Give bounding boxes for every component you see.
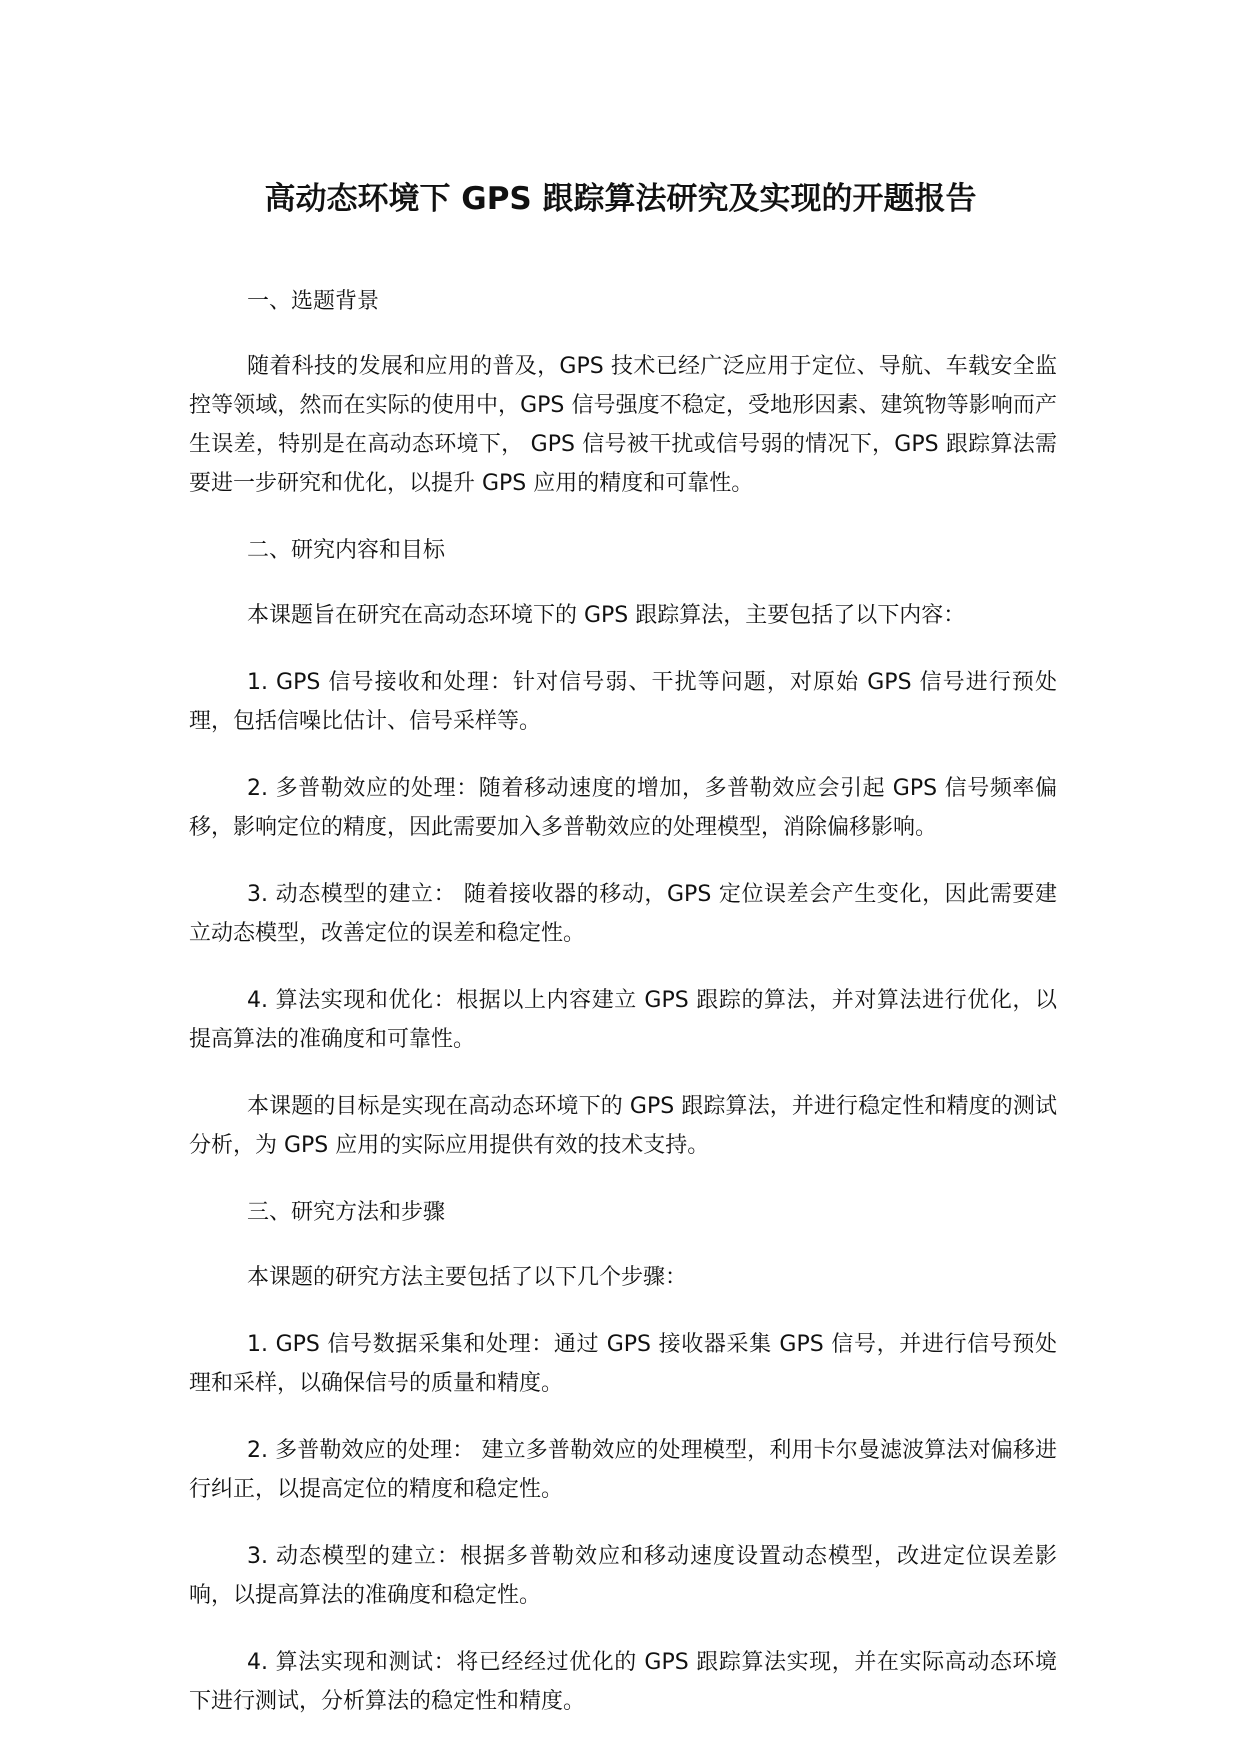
document-title: 高动态环境下 GPS 跟踪算法研究及实现的开题报告 — [264, 181, 977, 217]
paragraph-methods-intro: 本课题的研究方法主要包括了以下几个步骤： — [247, 1265, 688, 1290]
list-item-content-3: 3. 动态模型的建立： 随着接收器的移动，GPS 定位误差会产生变化，因此需要建立动态模型，改善定位的误差和稳定性。 — [189, 882, 1057, 946]
section-heading-content-goals: 二、研究内容和目标 — [247, 538, 446, 563]
list-item-method-4: 4. 算法实现和测试：将已经经过优化的 GPS 跟踪算法实现，并在实际高动态环境下进行测试，分析算法的稳定性和精度。 — [189, 1650, 1057, 1714]
list-item-content-1: 1. GPS 信号接收和处理：针对信号弱、干扰等问题，对原始 GPS 信号进行预处理，包括信噪比估计、信号采样等。 — [189, 670, 1057, 734]
document-body — [189, 282, 1057, 1749]
list-item-method-1: 1. GPS 信号数据采集和处理：通过 GPS 接收器采集 GPS 信号，并进行信号预处理和采样，以确保信号的质量和精度。 — [189, 1332, 1057, 1396]
list-item-content-4: 4. 算法实现和优化：根据以上内容建立 GPS 跟踪的算法，并对算法进行优化，以提高算法的准确度和可靠性。 — [189, 988, 1057, 1052]
paragraph-content-intro: 本课题旨在研究在高动态环境下的 GPS 跟踪算法，主要包括了以下内容： — [247, 603, 966, 628]
list-item-method-3: 3. 动态模型的建立：根据多普勒效应和移动速度设置动态模型，改进定位误差影响，以提高算法的准确度和稳定性。 — [189, 1544, 1057, 1608]
section-heading-methods: 三、研究方法和步骤 — [247, 1200, 446, 1225]
section-heading-background: 一、选题背景 — [247, 289, 380, 314]
list-item-method-2: 2. 多普勒效应的处理： 建立多普勒效应的处理模型，利用卡尔曼滤波算法对偏移进行纠正，以提高定位的精度和稳定性。 — [189, 1438, 1057, 1502]
paragraph-goals: 本课题的目标是实现在高动态环境下的 GPS 跟踪算法，并进行稳定性和精度的测试分析，为 GPS 应用的实际应用提供有效的技术支持。 — [189, 1094, 1057, 1158]
paragraph-background: 随着科技的发展和应用的普及，GPS 技术已经广泛应用于定位、导航、车载安全监控等领域，然而在实际的使用中，GPS 信号强度不稳定，受地形因素、建筑物等影响而产生误差，特别是在高动态环境下， GPS 信号被干扰或信号弱的情况下，GPS 跟踪算法需要进一步研究和优化，以提升 GPS 应用的精度和可靠性。 — [189, 354, 1057, 496]
list-item-content-2: 2. 多普勒效应的处理：随着移动速度的增加，多普勒效应会引起 GPS 信号频率偏移，影响定位的精度，因此需要加入多普勒效应的处理模型，消除偏移影响。 — [189, 776, 1057, 840]
